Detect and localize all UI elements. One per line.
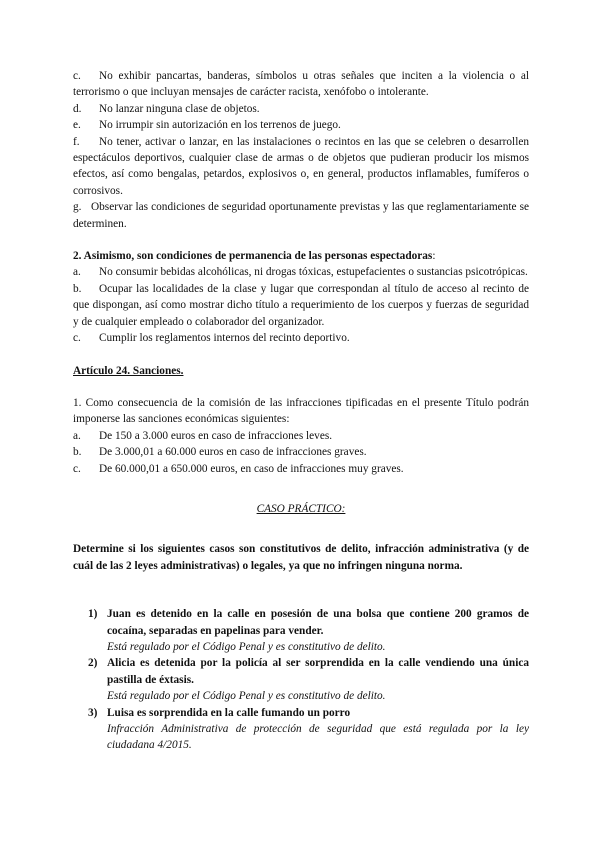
list-text: No consumir bebidas alcohólicas, ni drogas tóxicas, estupefacientes o sustancias psicotrópicas. [99, 266, 528, 279]
list-item [73, 444, 529, 460]
list-label: g. [73, 201, 82, 214]
case-item [73, 705, 529, 754]
list-label: a. [73, 429, 81, 442]
case-title: CASO PRÁCTICO: [256, 502, 346, 515]
case-answer: Está regulado por el Código Penal y es constitutivo de delito. [107, 690, 386, 703]
case-item [73, 655, 529, 704]
list-text: Ocupar las localidades de la clase y lugar que correspondan al título de acceso al recinto de que dispongan, así como mostrar dicho título a requerimiento de los cuerpos y fuerzas de seguridad y de cualquier empleado o colaborador del organizador. [73, 282, 529, 328]
list-text: No lanzar ninguna clase de objetos. [99, 102, 260, 115]
case-instructions: Determine si los siguientes casos son constitutivos de delito, infracción administrativa (y de cuál de las 2 leyes administrativas) o legales, ya que no infringen ninguna norma. [73, 543, 529, 572]
list-item [73, 117, 529, 133]
list-text: De 3.000,01 a 60.000 euros en caso de infracciones graves. [99, 446, 367, 459]
list-label: c. [73, 332, 81, 345]
list-item [73, 101, 529, 117]
case-number: 2) [88, 657, 98, 670]
list-label: b. [73, 282, 82, 295]
list-text: No tener, activar o lanzar, en las instalaciones o recintos en las que se celebren o desarrollen espectáculos deportivos, cualquier clase de armas o de objetos que pudieran producir los mismos efectos, así como bengalas, petardos, explosivos o, en general, productos inflamables, fumíferos o corrosivos. [73, 135, 529, 197]
case-question: Juan es detenido en la calle en posesión de una bolsa que contiene 200 gramos de cocaína, separadas en papelinas para vender. [107, 608, 529, 637]
case-item [73, 606, 529, 655]
case-question: Luisa es sorprendida en la calle fumando un porro [107, 706, 351, 719]
list-item [73, 264, 529, 280]
case-number: 3) [88, 706, 98, 719]
list-text: De 150 a 3.000 euros en caso de infracciones leves. [99, 429, 333, 442]
list-text: Observar las condiciones de seguridad oportunamente previstas y las que reglamentariamente se determinen. [73, 201, 529, 230]
list-item [73, 330, 529, 346]
list-item [73, 428, 529, 444]
list-label: c. [73, 462, 81, 475]
article-title: Artículo 24. Sanciones. [73, 364, 184, 377]
list-text: De 60.000,01 a 650.000 euros, en caso de infracciones muy graves. [99, 462, 404, 475]
list-text: Cumplir los reglamentos internos del recinto deportivo. [99, 332, 350, 345]
list-text: No irrumpir sin autorización en los terrenos de juego. [99, 119, 341, 132]
section-heading [73, 248, 529, 264]
case-list [73, 606, 529, 754]
list-item [73, 68, 529, 101]
list-label: b. [73, 446, 82, 459]
list-label: c. [73, 70, 81, 82]
list-item [73, 199, 529, 232]
case-question: Alicia es detenida por la policía al ser sorprendida en la calle vendiendo una única pastilla de éxtasis. [107, 657, 529, 686]
list-text: No exhibir pancartas, banderas, símbolos u otras señales que inciten a la violencia o al terrorismo o que incluyan mensajes de carácter racista, xenófobo o intolerante. [73, 70, 529, 99]
case-answer: Está regulado por el Código Penal y es constitutivo de delito. [107, 640, 386, 653]
list-label: a. [73, 266, 81, 279]
case-answer: Infracción Administrativa de protección de seguridad que está regulada por la ley ciudadana 4/2015. [107, 723, 529, 752]
heading-colon: : [432, 250, 436, 263]
list-label: d. [73, 102, 82, 115]
document-page [73, 68, 529, 754]
list-label: e. [73, 119, 81, 132]
list-item [73, 134, 529, 200]
heading-text: 2. Asimismo, son condiciones de permanencia de las personas espectadoras [73, 250, 433, 263]
list-item [73, 461, 529, 477]
list-item [73, 281, 529, 330]
case-title-row [73, 501, 529, 517]
case-number: 1) [88, 608, 98, 621]
list-label: f. [73, 135, 80, 148]
article-intro: 1. Como consecuencia de la comisión de las infracciones tipificadas en el presente Título podrán imponerse las sanciones económicas siguientes: [73, 396, 529, 426]
